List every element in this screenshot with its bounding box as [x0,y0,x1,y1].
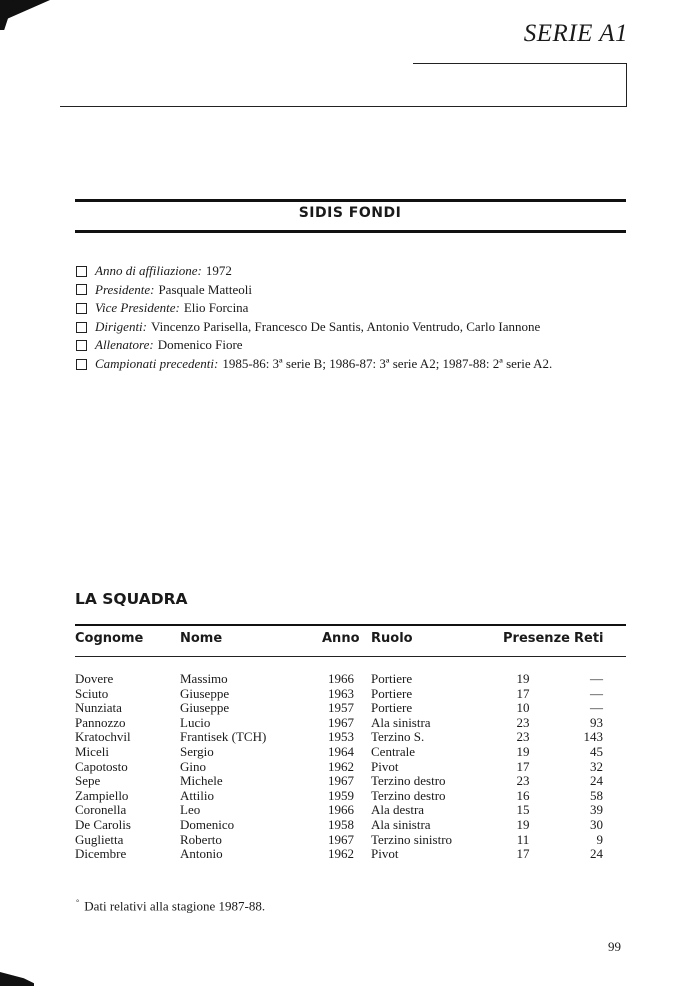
cell-cognome: Miceli [75,744,109,759]
col-header-cognome: Cognome [75,631,144,646]
cell-ruolo: Terzino sinistro [371,831,453,847]
cell-nome: Frantisek (TCH) [180,729,267,745]
cell-presenze: 17 [516,846,530,862]
cell-reti: 45 [590,744,603,759]
col-header-reti: Reti [574,631,604,646]
club-info-list [76,262,552,374]
cell-presenze: 23 [516,773,530,789]
cell-nome: Gino [180,758,206,774]
header-rule-top [413,63,627,64]
checkbox-icon [76,340,87,351]
cell-anno: 1959 [328,787,354,803]
cell-cognome: De Carolis [75,817,131,832]
cell-presenze: 23 [516,714,530,730]
header-rule-bottom [60,106,627,107]
cell-reti: 58 [590,787,603,803]
checkbox-icon [76,303,87,314]
table-row [0,730,700,745]
table-row [0,716,700,731]
cell-cognome: Pannozzo [75,714,126,730]
cell-anno: 1966 [328,671,354,686]
col-header-ruolo: Ruolo [371,631,413,646]
cell-anno: 1967 [328,773,354,789]
cell-ruolo: Portiere [371,671,413,686]
info-label: Dirigenti: [95,318,147,334]
cell-reti: — [590,700,603,716]
cell-reti: 93 [590,714,603,730]
info-label: Allenatore: [95,337,154,353]
cell-anno: 1967 [328,831,354,847]
footnote-text: Dati relativi alla stagione 1987-88. [84,898,266,914]
corner-mark-bottom-left [0,972,34,986]
cell-anno: 1966 [328,802,354,818]
cell-reti: 30 [590,817,603,832]
col-header-presenze: Presenze [503,631,570,646]
info-label: Campionati precedenti: [95,355,219,371]
page-number: 99 [608,939,621,954]
table-row [0,803,700,818]
info-item [76,355,552,374]
info-item [76,318,552,337]
table-rule-header [75,656,626,657]
cell-presenze: 17 [516,685,530,701]
cell-cognome: Kratochvil [75,729,131,745]
checkbox-icon [76,359,87,370]
cell-presenze: 19 [516,744,530,759]
cell-presenze: 19 [516,671,530,686]
cell-reti: 9 [596,831,603,847]
cell-presenze: 16 [516,787,530,803]
cell-cognome: Nunziata [75,700,122,716]
cell-anno: 1963 [328,685,354,701]
cell-anno: 1964 [328,744,354,759]
cell-reti: — [590,685,603,701]
cell-nome: Domenico [180,817,235,832]
table-row [0,818,700,833]
cell-ruolo: Ala destra [371,802,425,818]
cell-cognome: Capotosto [75,758,128,774]
info-value: Vincenzo Parisella, Francesco De Santis, Antonio Ventrudo, Carlo Iannone [151,318,541,334]
info-label: Anno di affiliazione: [95,263,202,278]
info-item [76,336,552,355]
info-value: 1985-86: 3ª serie B; 1986-87: 3ª serie A2; 1987-88: 2ª serie A2. [222,355,553,371]
cell-ruolo: Pivot [371,846,399,862]
footnote-marker: ° [76,898,80,907]
cell-ruolo: Pivot [371,758,399,774]
table-row [0,789,700,804]
footnote [76,898,265,914]
checkbox-icon [76,284,87,295]
cell-anno: 1967 [328,714,354,730]
cell-anno: 1958 [328,817,354,832]
series-title: SERIE A1 [523,20,628,47]
cell-ruolo: Centrale [371,744,416,759]
info-item [76,281,552,300]
info-value: Elio Forcina [183,300,249,316]
cell-nome: Roberto [180,831,222,847]
cell-cognome: Dovere [75,671,114,686]
club-name: SIDIS FONDI [298,205,402,221]
cell-nome: Attilio [180,787,214,803]
cell-ruolo: Portiere [371,700,413,716]
club-rule-bottom [75,230,626,233]
cell-cognome: Guglietta [75,831,124,847]
cell-nome: Giuseppe [180,700,230,716]
info-label: Vice Presidente: [95,300,180,316]
cell-ruolo: Terzino S. [371,729,425,745]
table-row [0,745,700,760]
table-row [0,847,700,862]
cell-anno: 1957 [328,700,354,716]
cell-presenze: 10 [516,700,530,716]
table-row [0,774,700,789]
cell-anno: 1962 [328,846,354,862]
cell-reti: 39 [590,802,603,818]
cell-nome: Lucio [180,714,211,730]
cell-presenze: 15 [516,802,530,818]
cell-ruolo: Ala sinistra [371,817,431,832]
cell-nome: Giuseppe [180,685,230,701]
cell-nome: Michele [180,773,223,789]
cell-nome: Leo [180,802,201,818]
info-value: 1972 [205,263,232,278]
cell-cognome: Sepe [75,773,101,789]
info-item [76,299,552,318]
table-row [0,833,700,848]
cell-presenze: 11 [516,831,530,847]
cell-presenze: 17 [516,758,530,774]
cell-nome: Massimo [180,671,228,686]
cell-cognome: Coronella [75,802,127,818]
checkbox-icon [76,322,87,333]
cell-nome: Antonio [180,846,223,862]
cell-cognome: Dicembre [75,846,127,862]
info-value: Pasquale Matteoli [158,281,252,297]
cell-ruolo: Terzino destro [371,787,446,803]
table-row [0,760,700,775]
table-row [0,701,700,716]
cell-presenze: 19 [516,817,530,832]
header-rule-vertical [626,63,627,107]
info-value: Domenico Fiore [157,337,243,353]
cell-cognome: Zampiello [75,787,129,803]
cell-ruolo: Portiere [371,685,413,701]
cell-reti: — [590,671,603,686]
team-section-title: LA SQUADRA [75,590,188,608]
cell-presenze: 23 [516,729,530,745]
club-rule-top [75,199,626,202]
info-item [76,262,552,281]
col-header-anno: Anno [322,631,360,646]
cell-ruolo: Terzino destro [371,773,446,789]
cell-reti: 24 [590,773,603,789]
table-rule-top [75,624,626,626]
checkbox-icon [76,266,87,277]
table-row [0,687,700,702]
cell-ruolo: Ala sinistra [371,714,431,730]
cell-nome: Sergio [180,744,214,759]
table-row [0,672,700,687]
cell-cognome: Sciuto [75,685,109,701]
cell-reti: 143 [583,729,603,745]
cell-anno: 1962 [328,758,354,774]
info-label: Presidente: [95,281,155,297]
cell-anno: 1953 [328,729,354,745]
cell-reti: 32 [590,758,603,774]
cell-reti: 24 [590,846,603,862]
col-header-nome: Nome [180,631,223,646]
table-header [0,632,700,647]
